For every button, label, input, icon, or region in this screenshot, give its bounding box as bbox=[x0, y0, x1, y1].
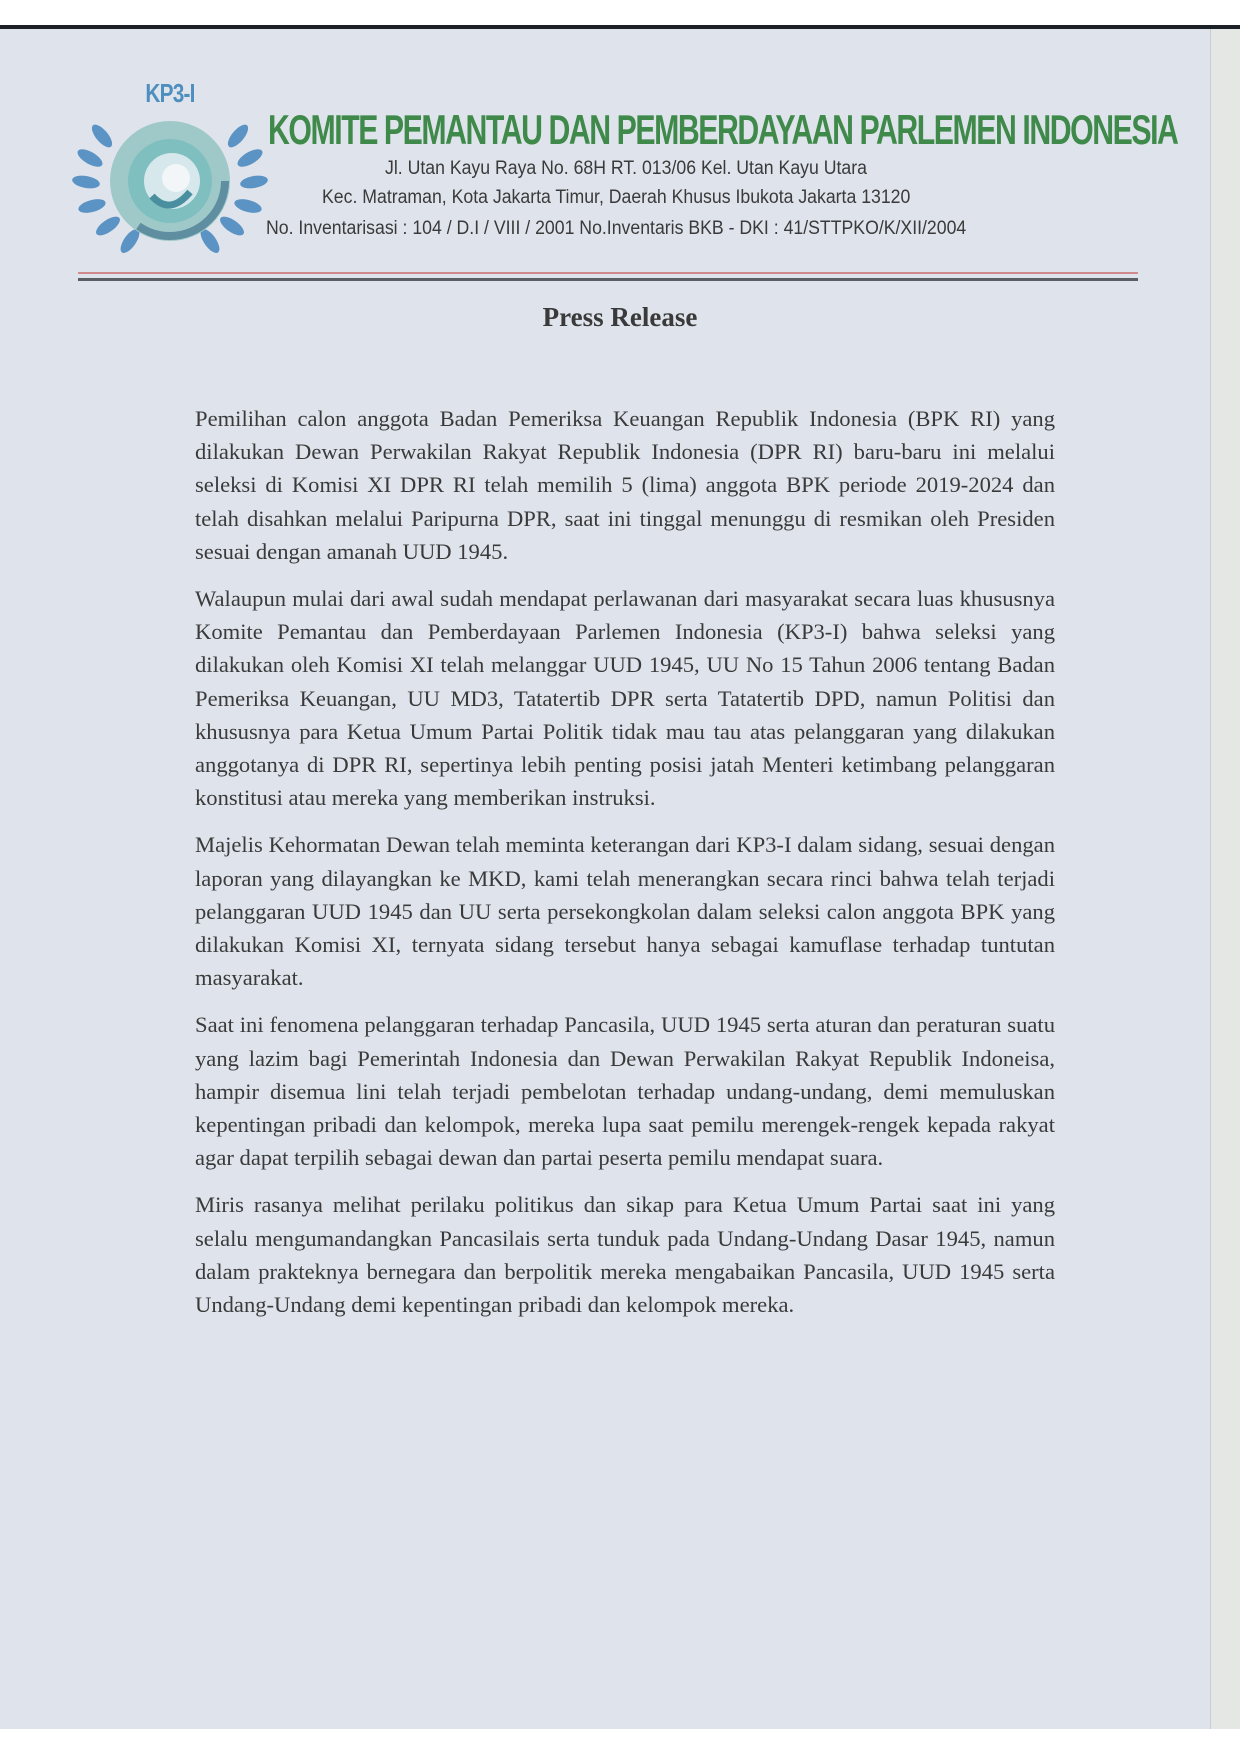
paragraph: Saat ini fenomena pelanggaran terhadap Pancasila, UUD 1945 serta aturan dan peraturan suatu yang lazim bagi Pemerintah Indonesia dan Dewan Perwakilan Rakyat Republik Indoneisa, hampir disemua lini telah terjadi pembelotan terhadap undang-undang, demi memuluskan kepentingan pribadi dan kelompok, mereka lupa saat pemilu merengek-rengek kepada rakyat agar dapat terpilih sebagai dewan dan partai peserta pemilu mendapat suara. bbox=[195, 1012, 1055, 1171]
page-right-margin bbox=[1210, 29, 1240, 1729]
document-title: Press Release bbox=[542, 302, 698, 332]
laurel-wreath-icon bbox=[72, 96, 268, 256]
paragraph: Majelis Kehormatan Dewan telah meminta keterangan dari KP3-I dalam sidang, sesuai dengan laporan yang dilayangkan ke MKD, kami telah menerangkan secara rinci bahwa telah terjadi pelanggaran UUD 1945 dan UU serta persekongkolan dalam seleksi calon anggota BPK yang dilakukan Komisi XI, ternyata sidang tersebut hanya sebagai kamuflase terhadap tuntutan masyarakat. bbox=[195, 832, 1055, 991]
address-line-2: Kec. Matraman, Kota Jakarta Timur, Daerah Khusus Ibukota Jakarta 13120 bbox=[322, 187, 911, 208]
header-rule-dark bbox=[78, 278, 1138, 281]
organization-name: KOMITE PEMANTAU DAN PEMBERDAYAAN PARLEMEN INDONESIA bbox=[268, 106, 1178, 153]
paragraph: Pemilihan calon anggota Badan Pemeriksa Keuangan Republik Indonesia (BPK RI) yang dilakukan Dewan Perwakilan Rakyat Republik Indonesia (DPR RI) baru-baru ini melalui seleksi di Komisi XI DPR RI telah memilih 5 (lima) anggota BPK periode 2019-2024 dan telah disahkan melalui Paripurna DPR, saat ini tinggal menunggu di resmikan oleh Presiden sesuai dengan amanah UUD 1945. bbox=[195, 406, 1055, 564]
paragraph: Miris rasanya melihat perilaku politikus dan sikap para Ketua Umum Partai saat ini yang selalu mengumandangkan Pancasilais serta tunduk pada Undang-Undang Dasar 1945, namun dalam prakteknya bernegara dan berpolitik mereka mengabaikan Pancasila, UUD 1945 serta Undang-Undang demi kepentingan pribadi dan kelompok mereka. bbox=[195, 1192, 1055, 1318]
logo-text: KP3-I bbox=[145, 78, 195, 108]
address-line-1: Jl. Utan Kayu Raya No. 68H RT. 013/06 Kel. Utan Kayu Utara bbox=[385, 158, 867, 179]
scan-border-bottom bbox=[0, 1729, 1240, 1755]
header-rule-red bbox=[78, 272, 1138, 274]
kp3i-logo bbox=[72, 78, 268, 258]
registration-numbers: No. Inventarisasi : 104 / D.I / VIII / 2001 No.Inventaris BKB - DKI : 41/STTPKO/K/XII/2004 bbox=[266, 218, 967, 239]
document-body bbox=[195, 402, 1055, 1335]
paragraph: Walaupun mulai dari awal sudah mendapat perlawanan dari masyarakat secara luas khususnya Komite Pemantau dan Pemberdayaan Parlemen Indonesia (KP3-I) bahwa seleksi yang dilakukan oleh Komisi XI telah melanggar UUD 1945, UU No 15 Tahun 2006 tentang Badan Pemeriksa Keuangan, UU MD3, Tatatertib DPR serta Tatatertib DPD, namun Politisi dan khususnya para Ketua Umum Partai Politik tidak mau tau atas pelanggaran yang dilakukan anggotanya di DPR RI, sepertinya lebih penting posisi jatah Menteri ketimbang pelanggaran konstitusi atau mereka yang memberikan instruksi. bbox=[195, 586, 1055, 811]
scan-border-top bbox=[0, 0, 1240, 25]
